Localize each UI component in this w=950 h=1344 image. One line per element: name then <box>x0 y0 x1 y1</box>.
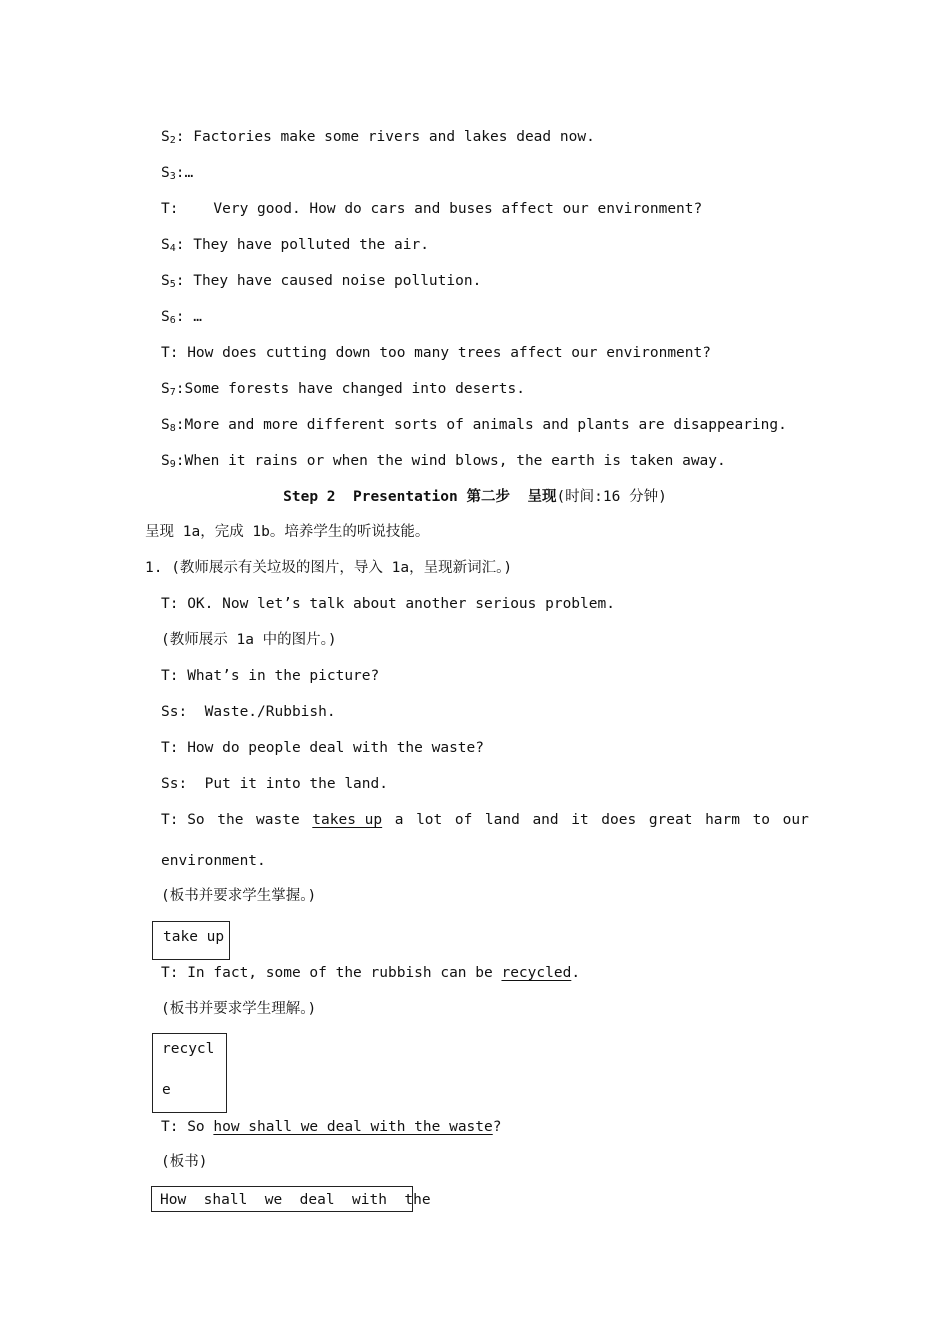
dialogue-line: $S_3:\dots$ <box>161 165 194 182</box>
stage-direction: (教师展示 1a 中的图片。) <box>161 632 337 648</box>
board-text: How shall we deal with the <box>160 1192 431 1208</box>
stage-direction: (板书) <box>161 1154 208 1170</box>
dialogue-line-continuation: environment. <box>161 853 266 869</box>
dialogue-line: T: What’s in the picture? <box>161 668 380 684</box>
dialogue-line: T: OK. Now let’s talk about another serious problem. <box>161 596 615 612</box>
dialogue-line: T: In fact, some of the rubbish can be recycled. <box>161 965 581 981</box>
dialogue-line: Ss: Put it into the land. <box>161 776 388 792</box>
dialogue-line: T: So how shall we deal with the waste? <box>161 1119 502 1135</box>
vocab-box-take-up <box>152 921 230 960</box>
dialogue-line-justified: T: So the waste takes up a lot of land and it does great harm to our <box>161 812 809 828</box>
dialogue-line: $S_7:Some$ forests have changed into deserts. <box>161 381 525 398</box>
vocab-term-part: e <box>162 1082 171 1098</box>
key-word-underlined: recycled <box>501 965 572 981</box>
vocab-box-recycle <box>152 1033 227 1113</box>
dialogue-line: T: How do people deal with the waste? <box>161 740 485 756</box>
board-box-question <box>151 1186 431 1212</box>
dialogue-line: $S_5$: They have caused noise pollution. <box>161 273 482 290</box>
vocab-term: take up <box>163 929 225 945</box>
dialogue-line: T: How does cutting down too many trees affect our environment? <box>161 345 711 361</box>
key-phrase-underlined: how shall we deal with the waste <box>213 1119 493 1135</box>
step-heading: Step 2 Presentation 第二步 呈现(时间:16 分钟) <box>283 489 667 505</box>
step-intro: 呈现 1a，完成 1b。培养学生的听说技能。 <box>145 524 430 540</box>
stage-direction: (板书并要求学生掌握。) <box>161 888 317 904</box>
dialogue-line: $S_4$: They have polluted the air. <box>161 237 429 254</box>
dialogue-line: Ss: Waste./Rubbish. <box>161 704 336 720</box>
dialogue-line: $S_6$: … <box>161 309 202 326</box>
key-phrase-underlined: takes up <box>312 812 383 828</box>
dialogue-line: $S_2$: Factories make some rivers and lakes dead now. <box>161 129 595 146</box>
dialogue-line: T: Very good. How do cars and buses affect our environment? <box>161 201 703 217</box>
vocab-term-part: recycl <box>162 1041 215 1057</box>
stage-direction: (板书并要求学生理解。) <box>161 1001 317 1017</box>
dialogue-line: $S_8:More$ and more different sorts of animals and plants are disappearing. <box>161 417 787 434</box>
item-1-heading: 1. (教师展示有关垃圾的图片，导入 1a，呈现新词汇。) <box>145 560 513 576</box>
dialogue-line: $S_9:When$ it rains or when the wind blows, the earth is taken away. <box>161 453 726 470</box>
